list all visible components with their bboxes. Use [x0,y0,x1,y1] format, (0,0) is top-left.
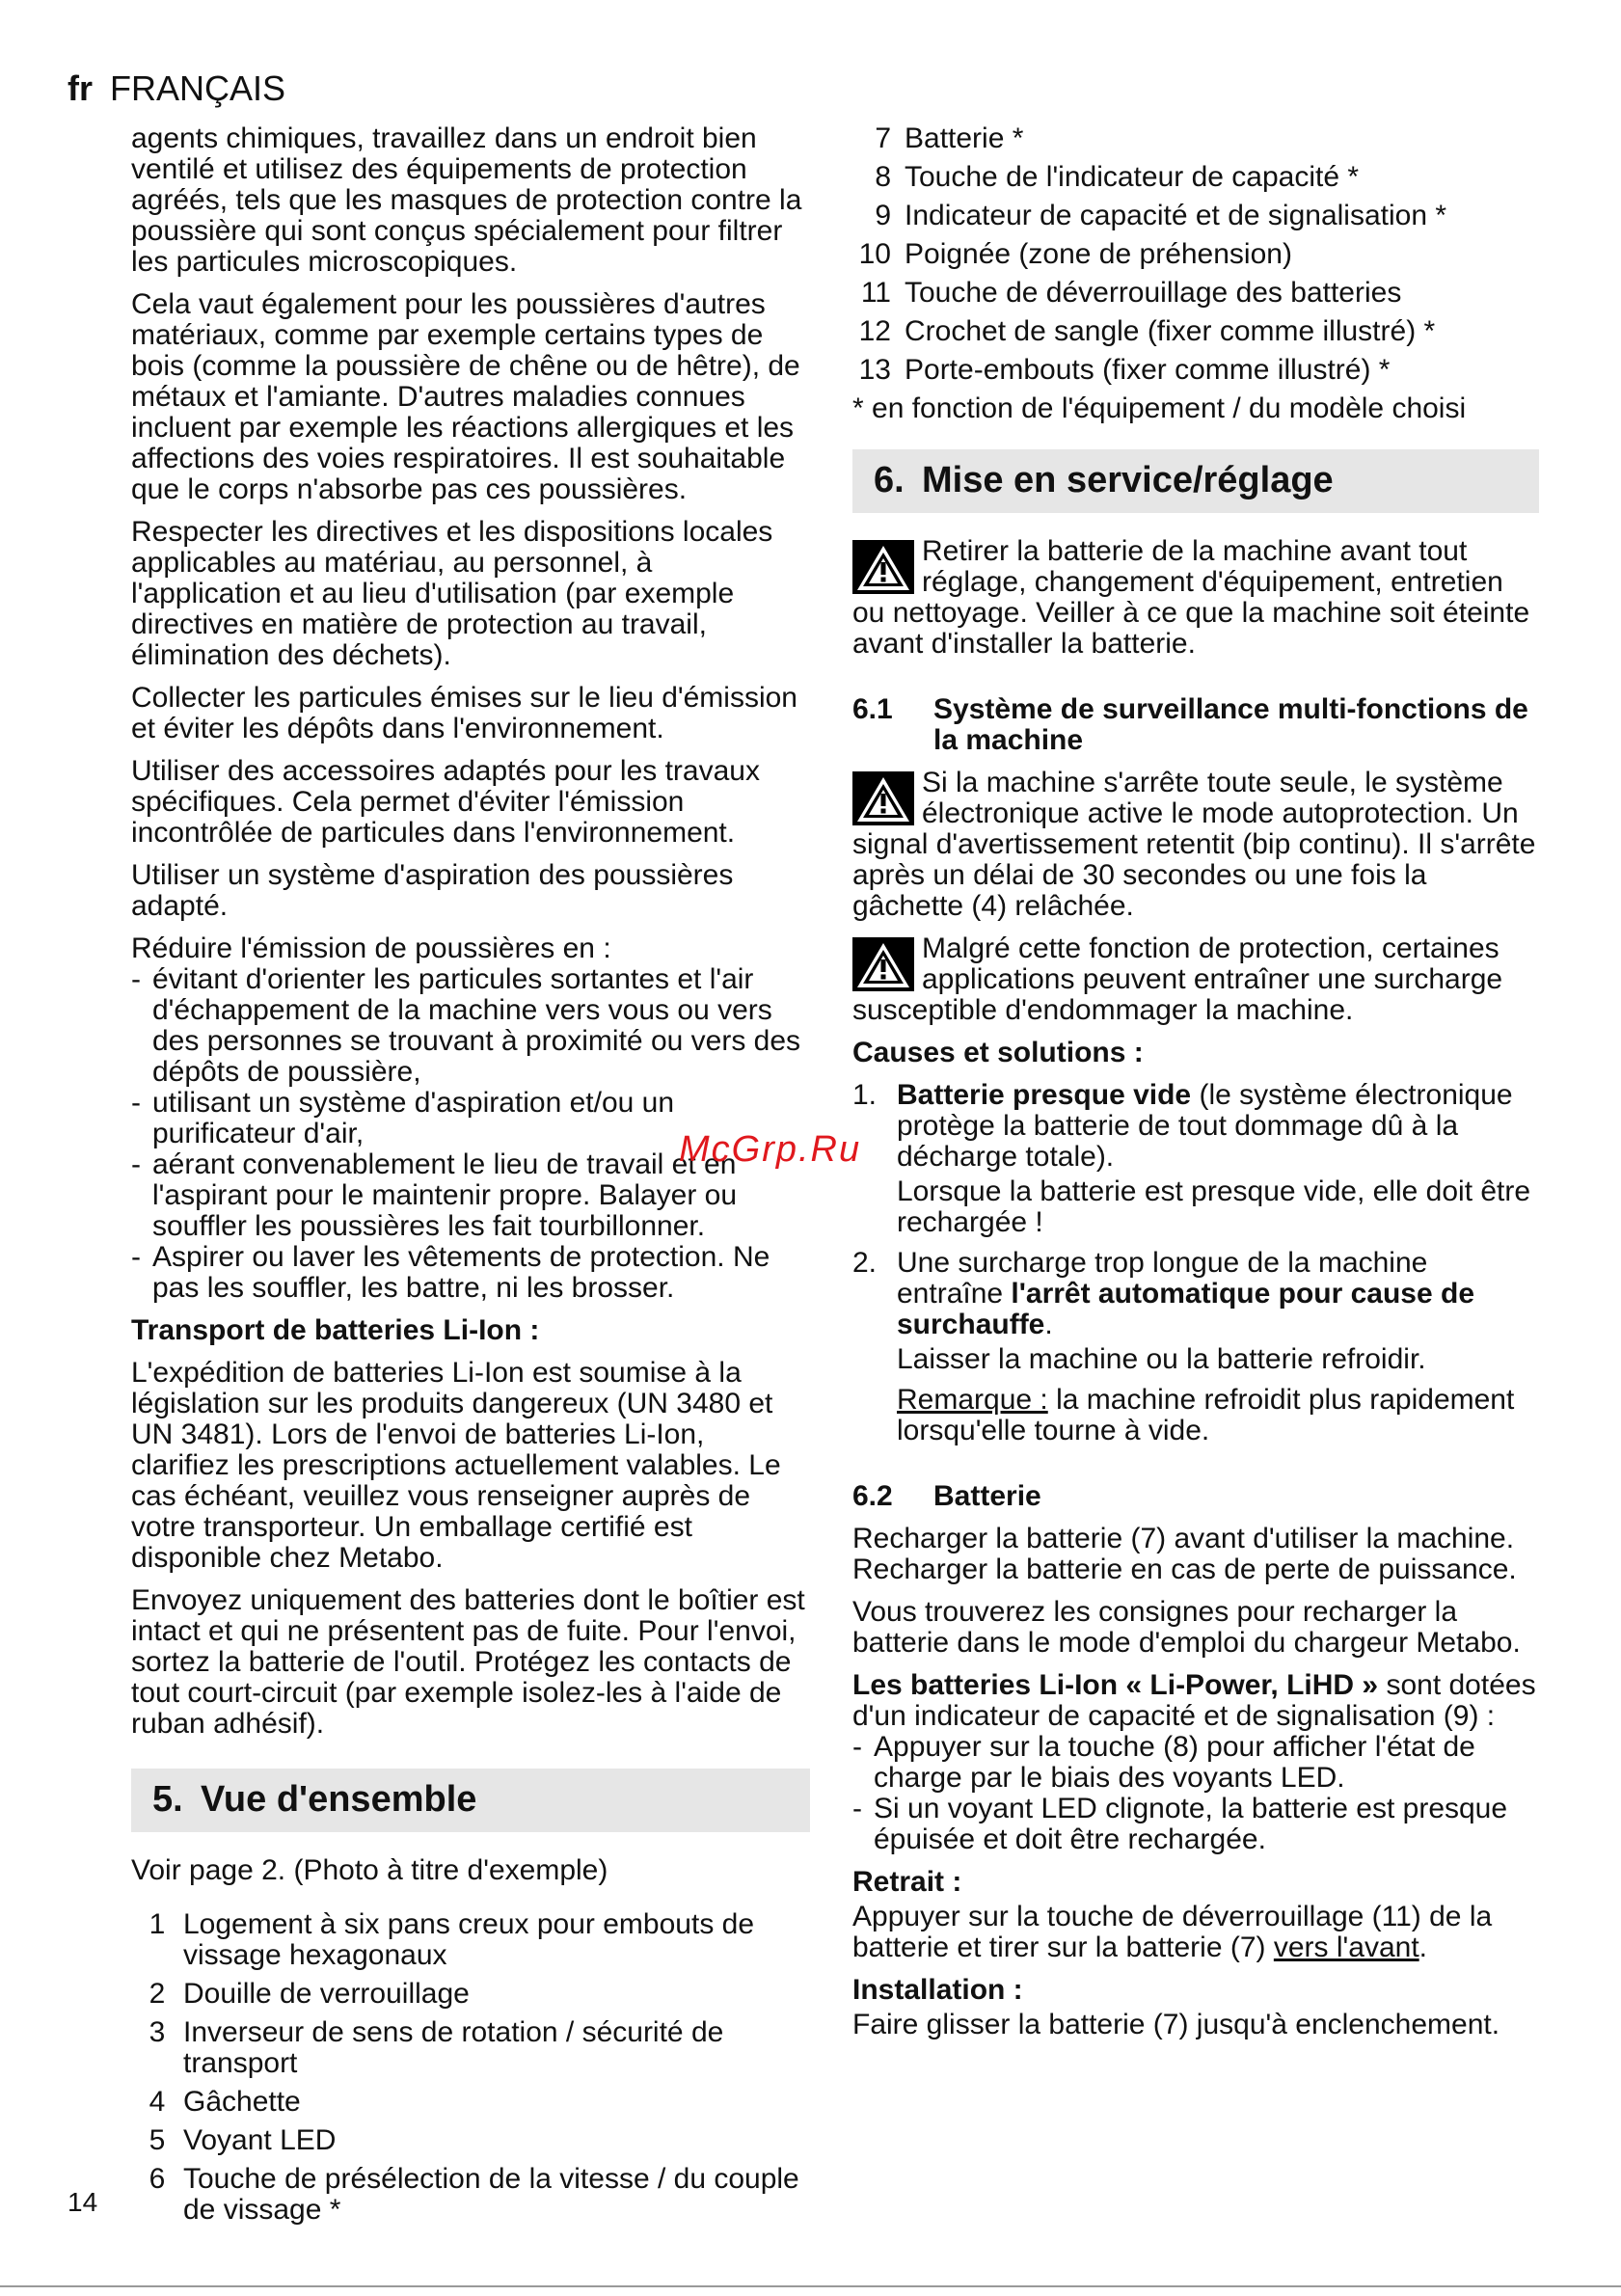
list-item [852,239,1539,270]
list-item [131,2087,810,2118]
list-item [852,316,1539,347]
left-column [131,123,810,2237]
list-item [131,1909,810,1971]
list-item: - Aspirer ou laver les vêtements de protection. Ne pas les souffler, les battre, ni les brosser. [131,1242,810,1304]
watermark: McGrp.Ru [679,1129,862,1170]
item-text: Batterie * [905,122,1024,154]
list-item [852,162,1539,193]
paragraph: Utiliser un système d'aspiration des poussières adapté. [131,859,734,922]
section-number: 6. [874,460,905,500]
step-bold: Batterie presque vide [897,1079,1192,1111]
list-item [852,201,1539,231]
item-text: Voyant LED [183,2124,337,2156]
item-text: Logement à six pans creux pour embouts de vissage hexagonaux [183,1908,755,1971]
paragraph: Respecter les directives et les dispositions locales applicables au matériau, au personnel, à l'application et au lieu d'utilisation (par exemple directives en matière de protection au travail, élimination des déchets). [131,516,773,671]
causes-title: Causes et solutions : [852,1037,1144,1068]
item-number: 13 [858,354,891,386]
warning-icon [852,540,914,594]
battery-types: Les batteries Li-Ion « Li-Power, LiHD » [852,1669,1379,1701]
paragraph: agents chimiques, travaillez dans un endroit bien ventilé et utilisez des équipements de protection agréés, tels que les masques de protection contre la poussière qui sont conçus spécialement pour filtrer les particules microscopiques. [131,122,802,278]
item-number: 9 [875,200,891,231]
list-item [131,2017,810,2079]
warning-text: Retirer la batterie de la machine avant tout réglage, changement d'équipement, entretien ou nettoyage. Veiller à ce que la machine soit éteinte avant d'installer la batterie. [852,535,1530,660]
paragraph-text: Appuyer sur la touche de déverrouillage (11) de la batterie et tirer sur la batterie (7) [852,1901,1493,1963]
paragraph: Recharger la batterie (7) avant d'utiliser la machine. Recharger la batterie en cas de perte de puissance. [852,1523,1517,1585]
paragraph-text: . [1418,1931,1427,1963]
remark [897,1385,1539,1446]
list-item [852,355,1539,386]
item-number: 11 [860,277,891,309]
list-item [852,1080,1539,1238]
item-number: 3 [149,2016,166,2048]
warning-icon [852,771,914,825]
subsection-number: 6.1 [852,693,893,725]
step-text: . [1044,1309,1053,1340]
remark-label: Remarque : [897,1384,1048,1416]
installation-title: Installation : [852,1974,1023,2006]
paragraph: L'expédition de batteries Li-Ion est soumise à la législation sur les produits dangereux (UN 3480 et UN 3481). Lors de l'envoi de batteries Li-Ion, clarifiez les prescriptions actuellement valables. Le cas échéant, veuillez vous renseigner auprès de votre transporteur. Un emballage certifié est disponible chez Metabo. [131,1357,781,1574]
list-item [131,1979,810,2010]
paragraph: Cela vaut également pour les poussières d'autres matériaux, comme par exemple certains types de bois (comme la poussière de chêne ou de hêtre), de métaux et l'amiante. D'autres maladies connues incluent par exemple les réactions allergiques et les affections des voies respiratoires. Il est souhaitable que le corps n'absorbe pas ces poussières. [131,288,800,505]
list-item [852,123,1539,154]
list-item: - évitant d'orienter les particules sortantes et l'air d'échappement de la machine vers vous ou vers des personnes se trouvant à proximité ou vers des dépôts de poussière, [131,964,810,1088]
item-text: Touche de déverrouillage des batteries [905,277,1402,309]
step-text: (le système électronique protège la batterie de tout dommage dû à la décharge totale). [897,1079,1513,1173]
bottom-divider [0,2285,1621,2287]
item-number: 5 [149,2124,166,2156]
section-number: 5. [152,1779,183,1820]
list-item [852,278,1539,309]
page-number: 14 [68,2187,98,2217]
section-title: Vue d'ensemble [201,1779,477,1820]
item-text: Crochet de sangle (fixer comme illustré) * [905,315,1436,347]
warning-block [852,536,1539,660]
paragraph: Collecter les particules émises sur le lieu d'émission et éviter les dépôts dans l'environnement. [131,682,797,744]
subsection-6-1 [852,694,1539,756]
step-number: 1. [852,1079,878,1111]
section-5-heading [131,1769,810,1832]
battery-list [852,1732,1539,1855]
language-name: FRANÇAIS [110,68,286,108]
list-item: - Si un voyant LED clignote, la batterie est presque épuisée et doit être rechargée. [852,1794,1539,1855]
paragraph: Vous trouverez les consignes pour recharger la batterie dans le mode d'emploi du chargeur Metabo. [852,1596,1521,1659]
item-number: 12 [858,315,891,347]
language-code: fr [68,68,93,108]
list-item [131,2164,810,2226]
transport-title: Transport de batteries Li-Ion : [131,1314,540,1346]
list-item: - aérant convenablement le lieu de travail et en l'aspirant pour le maintenir propre. Balayer ou souffler les poussières les fait tourbillonner. [131,1149,810,1242]
section-6-heading [852,449,1539,513]
warning-block [852,768,1539,922]
underlined-text: vers l'avant [1273,1931,1419,1963]
item-number: 2 [149,1978,166,2010]
step-extra: Laisser la machine ou la batterie refroidir. [897,1343,1426,1375]
item-text: Indicateur de capacité et de signalisation * [905,200,1447,231]
warning-text: Si la machine s'arrête toute seule, le système électronique active le mode autoprotection. Un signal d'avertissement retentit (bip continu). Il s'arrête après un délai de 30 secondes ou une fois la gâchette (4) relâchée. [852,767,1536,922]
item-text: Inverseur de sens de rotation / sécurité de transport [183,2016,724,2079]
paragraph: Utiliser des accessoires adaptés pour les travaux spécifiques. Cela permet d'éviter l'émission incontrôlée de particules dans l'environnement. [131,755,760,849]
item-text: Douille de verrouillage [183,1978,470,2010]
list-item [852,1248,1539,1446]
step-bold: l'arrêt automatique pour cause de surchauffe [897,1278,1475,1340]
paragraph: Réduire l'émission de poussières en : [131,932,611,964]
step-number: 2. [852,1247,878,1279]
right-column [852,123,1539,2052]
item-text: Porte-embouts (fixer comme illustré) * [905,354,1391,386]
page-header [68,68,285,110]
item-number: 1 [149,1908,166,1940]
paragraph: Faire glisser la batterie (7) jusqu'à enclenchement. [852,2009,1500,2040]
step-text: Une surcharge trop longue de la machine entraîne [897,1247,1428,1310]
subsection-6-2 [852,1481,1539,1512]
warning-icon [852,937,914,991]
paragraph: Envoyez uniquement des batteries dont le boîtier est intact et qui ne présentent pas de fuite. Pour l'envoi, sortez la batterie de l'outil. Protégez les contacts de tout court-circuit (par exemple isolez-les à l'aide de ruban adhésif). [131,1584,805,1740]
step-extra: Lorsque la batterie est presque vide, elle doit être rechargée ! [897,1175,1531,1238]
item-text: Touche de l'indicateur de capacité * [905,161,1360,193]
paragraph [852,1670,1539,1732]
item-number: 8 [875,161,891,193]
item-text: Poignée (zone de préhension) [905,238,1292,270]
subsection-number: 6.2 [852,1480,893,1512]
subsection-title: Système de surveillance multi-fonctions de la machine [933,693,1528,756]
item-number: 4 [149,2086,166,2118]
overview-list [131,1909,810,2226]
list-item [131,2125,810,2156]
list-item: - Appuyer sur la touche (8) pour afficher l'état de charge par le biais des voyants LED. [852,1732,1539,1794]
item-text: Gâchette [183,2086,301,2118]
item-number: 7 [875,122,891,154]
warning-text: Malgré cette fonction de protection, certaines applications peuvent entraîner une surcharge susceptible d'endommager la machine. [852,932,1503,1026]
causes-list [852,1080,1539,1446]
list-item: - utilisant un système d'aspiration et/ou un purificateur d'air, [131,1088,810,1149]
paragraph-text: sont dotées d'un indicateur de capacité et de signalisation (9) : [852,1669,1536,1732]
remark-text: la machine refroidit plus rapidement lorsqu'elle tourne à vide. [897,1384,1515,1446]
item-text: Touche de présélection de la vitesse / du couple de vissage * [183,2163,799,2226]
section-title: Mise en service/réglage [922,460,1334,500]
footnote: * en fonction de l'équipement / du modèle choisi [852,392,1467,424]
item-number: 10 [858,238,891,270]
subsection-title: Batterie [933,1480,1041,1512]
paragraph [852,1902,1539,1963]
overview-list-continued [852,123,1539,386]
warning-block [852,933,1539,1026]
retrait-title: Retrait : [852,1866,962,1898]
item-number: 6 [149,2163,166,2195]
see-page-note: Voir page 2. (Photo à titre d'exemple) [131,1854,608,1886]
